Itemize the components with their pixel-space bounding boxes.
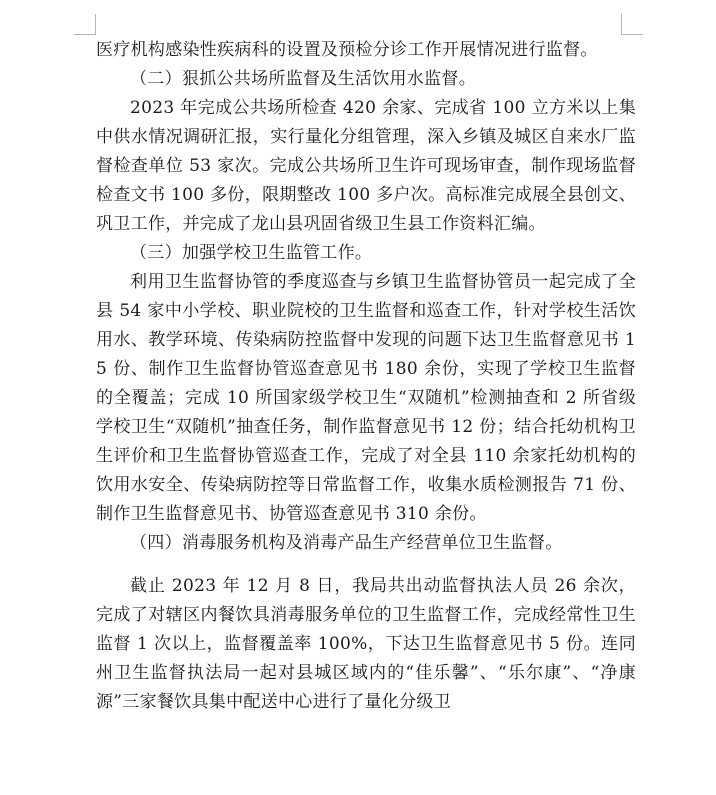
paragraph-public-places: 2023 年完成公共场所检查 420 余家、完成省 100 立方米以上集中供水情况调研汇报，实行量化分组管理，深入乡镇及城区自来水厂监督检查单位 53 家次。完成公共场所卫生许可现场审查，制作现场监督检查文书 100 多份，限期整改 100 多户次。高标准完成展全县创文、巩卫工作，并完成了龙山县巩固省级卫生县工作资料汇编。 (96, 98, 636, 234)
crop-mark-top-right-vertical (621, 14, 622, 35)
paragraph-continuation: 医疗机构感染性疾病科的设置及预检分诊工作开展情况进行监督。 (96, 40, 598, 60)
document-body[interactable] (96, 36, 636, 717)
crop-mark-top-left-vertical (95, 14, 96, 35)
crop-mark-top-right-horizontal (621, 34, 643, 35)
paragraph-spacer (96, 558, 636, 572)
paragraph-school-health: 利用卫生监督协管的季度巡查与乡镇卫生监督协管员一起完成了全县 54 家中小学校、职业院校的卫生监督和巡查工作，针对学校生活饮用水、教学环境、传染病防控监督中发现的问题下达卫生监督意见书 15 份、制作卫生监督协管巡查意见书 180 余份，实现了学校卫生监督的全覆盖；完成 10 所国家级学校卫生“双随机”检测抽查和 2 所省级学校卫生“双随机”抽查任务，制作监督意见书 12 份；结合托幼机构卫生评价和卫生监督协管巡查工作，完成了对全县 110 余家托幼机构的饮用水安全、传染病防控等日常监督工作，收集水质检测报告 71 份、制作卫生监督意见书、协管巡查意见书 310 余份。 (96, 272, 636, 524)
section-heading-3: （三）加强学校卫生监管工作。 (130, 243, 373, 263)
paragraph-disinfection: 截止 2023 年 12 月 8 日，我局共出动监督执法人员 26 余次，完成了对辖区内餐饮具消毒服务单位的卫生监督工作，完成经常性卫生监督 1 次以上，监督覆盖率 100%，下达卫生监督意见书 5 份。连同州卫生监督执法局一起对县城区域内的“佳乐馨”、“乐尔康”、“净康源”三家餐饮具集中配送中心进行了量化分级卫 (96, 576, 636, 712)
crop-mark-top-left-horizontal (74, 34, 96, 35)
section-heading-4: （四）消毒服务机构及消毒产品生产经营单位卫生监督。 (130, 533, 563, 553)
section-heading-2: （二）狠抓公共场所监督及生活饮用水监督。 (130, 69, 476, 89)
